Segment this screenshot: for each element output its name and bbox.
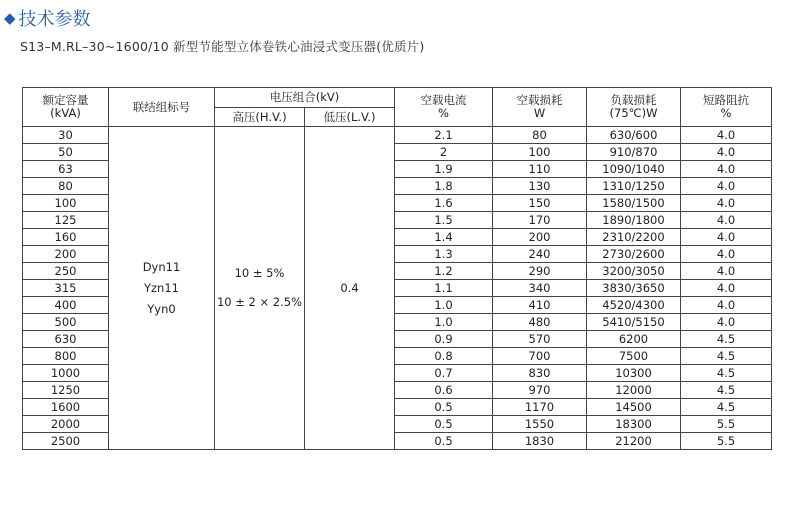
cell-capacity: 100	[23, 195, 109, 212]
section-title: 技术参数	[18, 9, 91, 30]
table-body	[23, 127, 772, 450]
cell-impedance: 4.5	[681, 399, 772, 416]
hv-voltage-label: 10 ± 5%	[234, 266, 285, 280]
cell-capacity: 2000	[23, 416, 109, 433]
cell-no-load-loss: 1170	[493, 399, 587, 416]
cell-load-loss: 7500	[587, 348, 681, 365]
spec-table	[22, 87, 772, 450]
cell-capacity: 1000	[23, 365, 109, 382]
section-heading	[4, 5, 91, 31]
cell-no-load-loss: 570	[493, 331, 587, 348]
cell-impedance: 4.0	[681, 127, 772, 144]
cell-load-loss: 5410/5150	[587, 314, 681, 331]
cell-no-load-current: 1.0	[395, 297, 493, 314]
cell-no-load-current: 0.9	[395, 331, 493, 348]
cell-no-load-loss: 1550	[493, 416, 587, 433]
cell-load-loss: 630/600	[587, 127, 681, 144]
cell-no-load-loss: 340	[493, 280, 587, 297]
cell-no-load-loss: 1830	[493, 433, 587, 450]
cell-no-load-current: 1.8	[395, 178, 493, 195]
cell-load-loss: 3830/3650	[587, 280, 681, 297]
cell-impedance: 4.0	[681, 314, 772, 331]
cell-impedance: 4.5	[681, 365, 772, 382]
cell-no-load-current: 1.4	[395, 229, 493, 246]
cell-capacity: 1600	[23, 399, 109, 416]
cell-capacity: 200	[23, 246, 109, 263]
connection-group-label: Yyn0	[147, 301, 176, 316]
cell-load-loss: 1580/1500	[587, 195, 681, 212]
cell-no-load-loss: 100	[493, 144, 587, 161]
cell-capacity: 50	[23, 144, 109, 161]
cell-load-loss: 14500	[587, 399, 681, 416]
cell-load-loss: 2730/2600	[587, 246, 681, 263]
cell-load-loss: 1310/1250	[587, 178, 681, 195]
cell-no-load-loss: 130	[493, 178, 587, 195]
cell-impedance: 4.0	[681, 229, 772, 246]
cell-load-loss: 18300	[587, 416, 681, 433]
cell-load-loss: 4520/4300	[587, 297, 681, 314]
header-connection-group: 联结组标号	[109, 88, 215, 127]
cell-load-loss: 3200/3050	[587, 263, 681, 280]
cell-no-load-current: 0.5	[395, 433, 493, 450]
cell-impedance: 4.0	[681, 212, 772, 229]
cell-impedance: 4.0	[681, 144, 772, 161]
cell-impedance: 4.5	[681, 382, 772, 399]
cell-capacity: 160	[23, 229, 109, 246]
cell-no-load-current: 0.8	[395, 348, 493, 365]
header-impedance: 短路阻抗 %	[681, 88, 772, 127]
cell-lv-voltage: 0.4	[305, 127, 395, 450]
cell-no-load-current: 1.3	[395, 246, 493, 263]
header-hv: 高压(H.V.)	[215, 108, 305, 127]
header-lv: 低压(L.V.)	[305, 108, 395, 127]
table-row	[23, 127, 772, 144]
cell-no-load-loss: 240	[493, 246, 587, 263]
cell-load-loss: 12000	[587, 382, 681, 399]
cell-no-load-current: 2.1	[395, 127, 493, 144]
cell-load-loss: 10300	[587, 365, 681, 382]
cell-capacity: 1250	[23, 382, 109, 399]
cell-capacity: 630	[23, 331, 109, 348]
cell-load-loss: 6200	[587, 331, 681, 348]
cell-no-load-loss: 150	[493, 195, 587, 212]
cell-impedance: 4.0	[681, 263, 772, 280]
cell-capacity: 63	[23, 161, 109, 178]
cell-load-loss: 910/870	[587, 144, 681, 161]
product-subtitle: S13–M.RL–30~1600/10 新型节能型立体卷铁心油浸式变压器(优质片)	[20, 39, 425, 54]
cell-connection-groups	[109, 127, 215, 450]
cell-impedance: 4.5	[681, 348, 772, 365]
cell-capacity: 315	[23, 280, 109, 297]
cell-no-load-loss: 200	[493, 229, 587, 246]
cell-impedance: 4.0	[681, 178, 772, 195]
cell-impedance: 4.0	[681, 280, 772, 297]
cell-no-load-loss: 830	[493, 365, 587, 382]
cell-no-load-loss: 410	[493, 297, 587, 314]
cell-no-load-current: 1.0	[395, 314, 493, 331]
diamond-bullet-icon: ◆	[4, 9, 16, 27]
cell-no-load-loss: 700	[493, 348, 587, 365]
cell-impedance: 4.0	[681, 246, 772, 263]
cell-impedance: 4.0	[681, 161, 772, 178]
cell-impedance: 4.0	[681, 297, 772, 314]
connection-group-label: Dyn11	[142, 259, 181, 274]
cell-load-loss: 2310/2200	[587, 229, 681, 246]
cell-no-load-loss: 110	[493, 161, 587, 178]
cell-load-loss: 21200	[587, 433, 681, 450]
cell-hv-voltage	[215, 127, 305, 450]
connection-group-label: Yzn11	[144, 280, 179, 295]
cell-capacity: 500	[23, 314, 109, 331]
cell-capacity: 250	[23, 263, 109, 280]
header-load-loss: 负载损耗 (75℃)W	[587, 88, 681, 127]
cell-no-load-current: 0.6	[395, 382, 493, 399]
cell-load-loss: 1090/1040	[587, 161, 681, 178]
cell-capacity: 800	[23, 348, 109, 365]
cell-impedance: 5.5	[681, 416, 772, 433]
cell-capacity: 2500	[23, 433, 109, 450]
cell-no-load-loss: 170	[493, 212, 587, 229]
header-capacity: 额定容量 (kVA)	[23, 88, 109, 127]
cell-no-load-loss: 970	[493, 382, 587, 399]
cell-no-load-current: 0.5	[395, 399, 493, 416]
cell-capacity: 125	[23, 212, 109, 229]
cell-capacity: 30	[23, 127, 109, 144]
cell-no-load-loss: 480	[493, 314, 587, 331]
cell-no-load-current: 1.5	[395, 212, 493, 229]
cell-impedance: 5.5	[681, 433, 772, 450]
cell-no-load-current: 0.5	[395, 416, 493, 433]
header-no-load-current: 空载电流 %	[395, 88, 493, 127]
cell-impedance: 4.0	[681, 195, 772, 212]
cell-capacity: 80	[23, 178, 109, 195]
cell-no-load-current: 0.7	[395, 365, 493, 382]
cell-no-load-current: 1.1	[395, 280, 493, 297]
cell-no-load-current: 1.6	[395, 195, 493, 212]
header-no-load-loss: 空载损耗 W	[493, 88, 587, 127]
hv-voltage-label: 10 ± 2 × 2.5%	[216, 295, 303, 309]
cell-no-load-loss: 290	[493, 263, 587, 280]
cell-no-load-current: 2	[395, 144, 493, 161]
cell-impedance: 4.5	[681, 331, 772, 348]
cell-no-load-current: 1.9	[395, 161, 493, 178]
cell-load-loss: 1890/1800	[587, 212, 681, 229]
header-voltage-group: 电压组合(kV)	[215, 88, 395, 108]
cell-no-load-loss: 80	[493, 127, 587, 144]
cell-no-load-current: 1.2	[395, 263, 493, 280]
cell-capacity: 400	[23, 297, 109, 314]
